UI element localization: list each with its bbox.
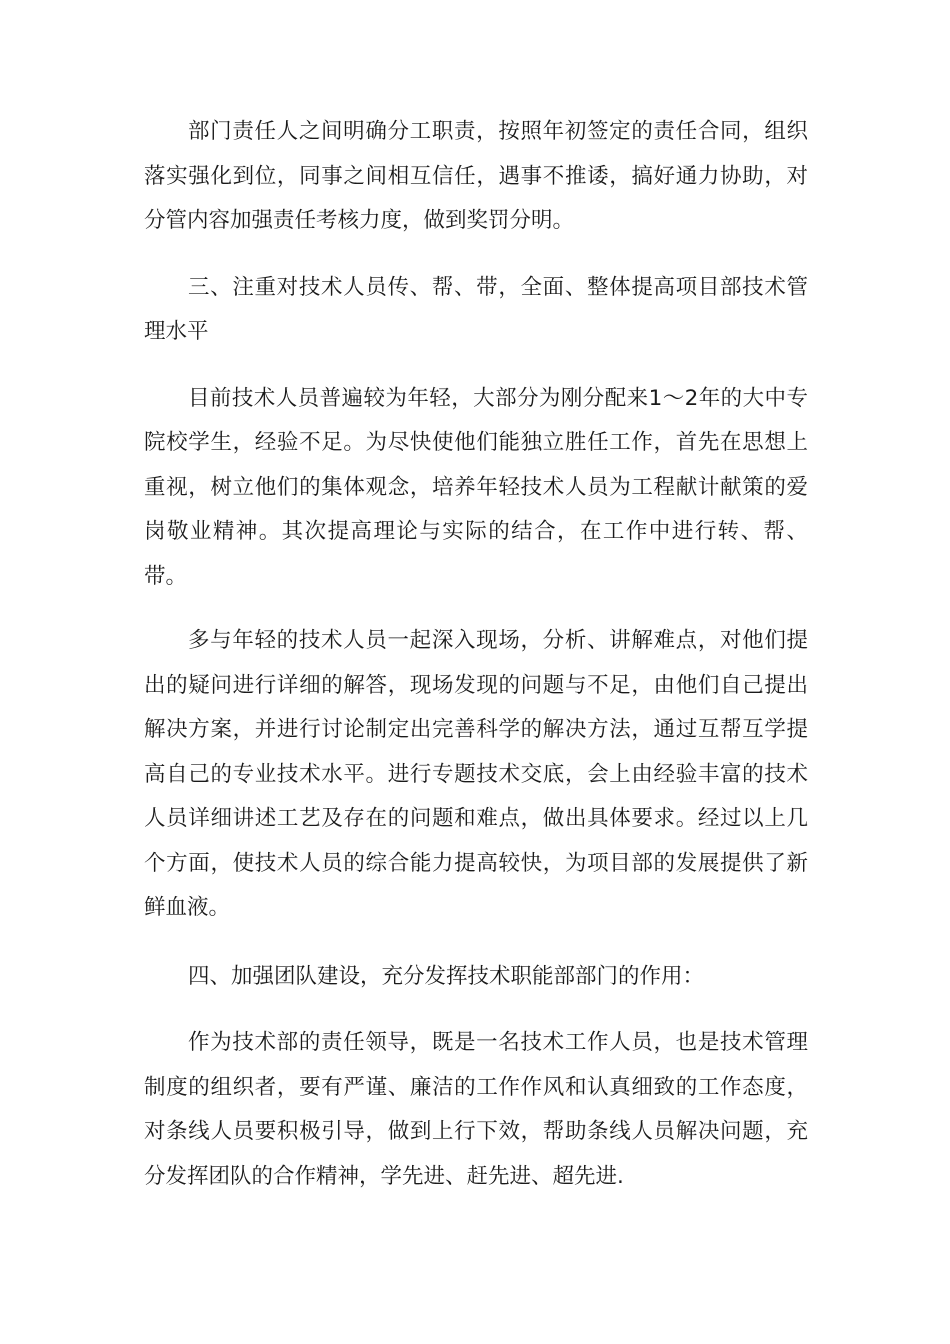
paragraph-young-staff: 目前技术人员普遍较为年轻，大部分为刚分配来1～2年的大中专院校学生，经验不足。为尽快使他们能独立胜任工作，首先在思想上重视，树立他们的集体观念，培养年轻技术人员为工程献计献策的爱岗敬业精神。其次提高理论与实际的结合，在工作中进行转、帮、带。 xyxy=(144,385,808,589)
paragraph-team-leadership: 作为技术部的责任领导，既是一名技术工作人员，也是技术管理制度的组织者，要有严谨、廉洁的工作作风和认真细致的工作态度，对条线人员要积极引导，做到上行下效，帮助条线人员解决问题，充分发挥团队的合作精神，学先进、赶先进、超先进. xyxy=(144,1030,808,1189)
section-heading-three: 三、注重对技术人员传、帮、带，全面、整体提高项目部技术管理水平 xyxy=(144,274,808,344)
paragraph-responsibility: 部门责任人之间明确分工职责，按照年初签定的责任合同，组织落实强化到位，同事之间相互信任，遇事不推诿，搞好通力协助，对分管内容加强责任考核力度，做到奖罚分明。 xyxy=(144,119,808,233)
paragraph-field-training: 多与年轻的技术人员一起深入现场，分析、讲解难点，对他们提出的疑问进行详细的解答，现场发现的问题与不足，由他们自己提出解决方案，并进行讨论制定出完善科学的解决方法，通过互帮互学提高自己的专业技术水平。进行专题技术交底，会上由经验丰富的技术人员详细讲述工艺及存在的问题和难点，做出具体要求。经过以上几个方面，使技术人员的综合能力提高较快，为项目部的发展提供了新鲜血液。 xyxy=(144,628,808,920)
document-page xyxy=(144,110,808,1219)
section-heading-four: 四、加强团队建设，充分发挥技术职能部部门的作用： xyxy=(188,963,705,989)
